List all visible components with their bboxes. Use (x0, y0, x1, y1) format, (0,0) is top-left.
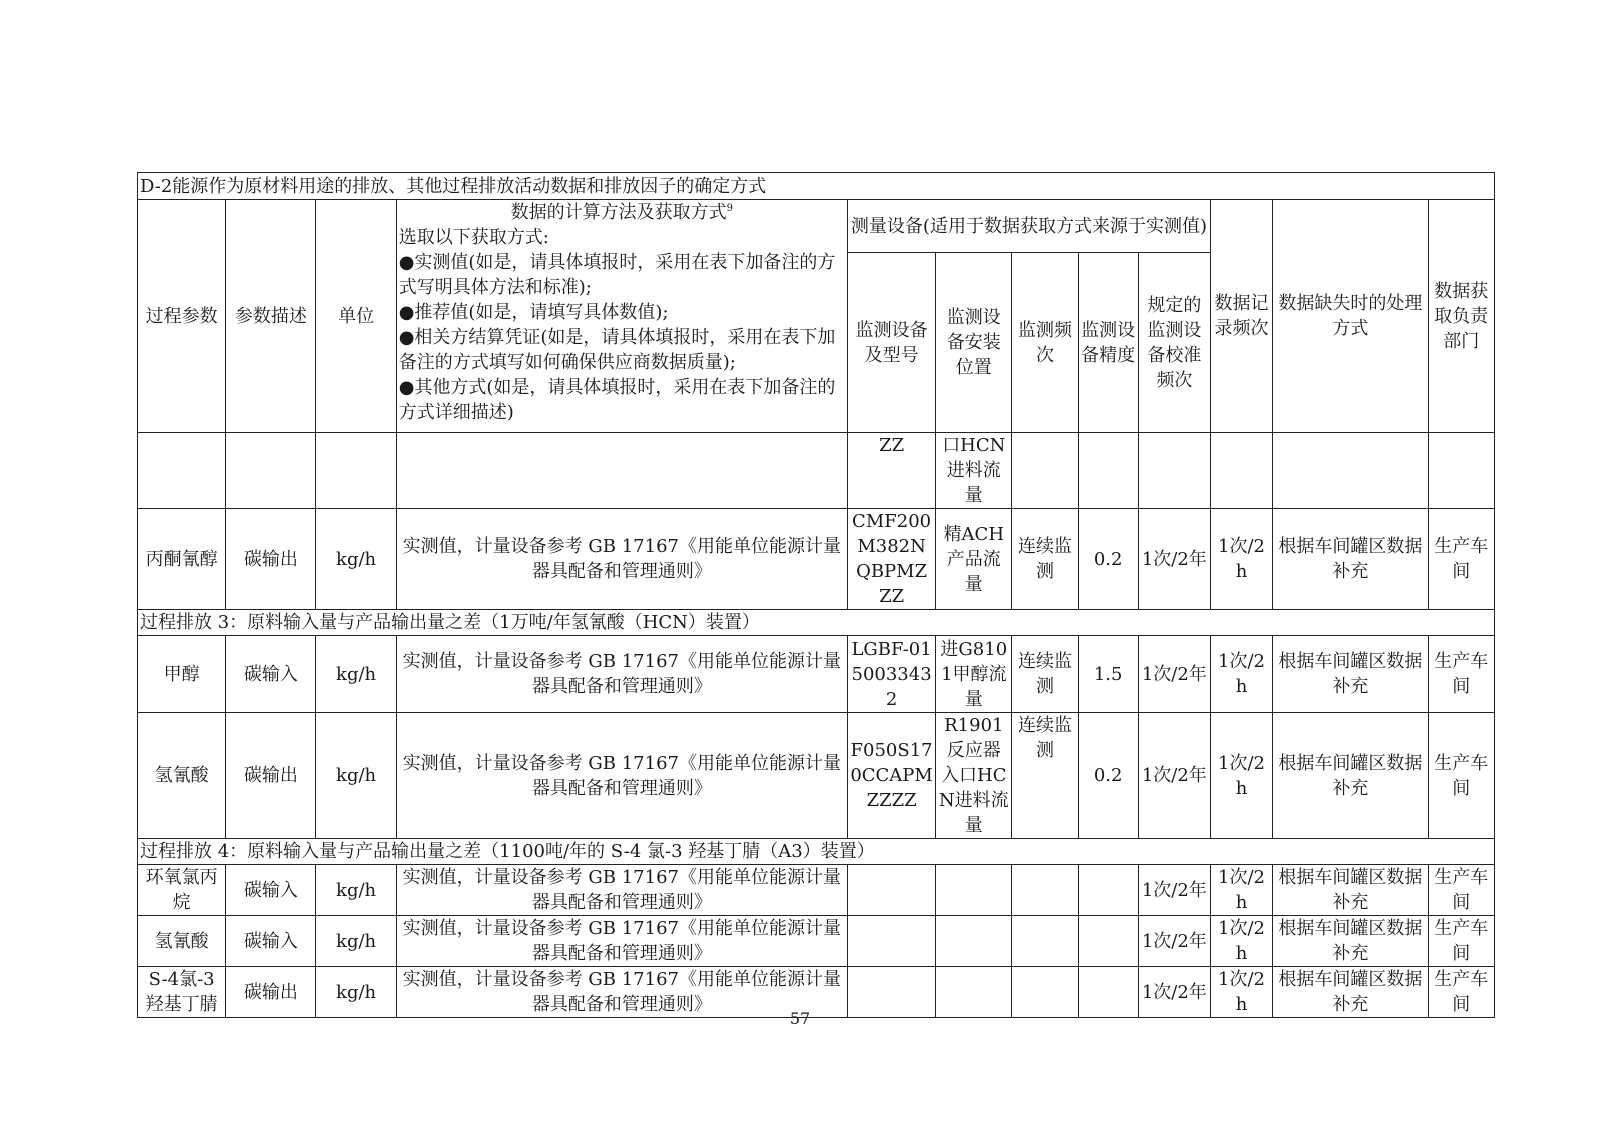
table-title-row (138, 173, 1495, 200)
cell-param: 氢氰酸 (138, 713, 226, 839)
cell-dept: 生产车间 (1428, 713, 1494, 839)
cell-record-freq: 1次/2h (1210, 916, 1272, 967)
table-row (138, 636, 1495, 713)
section-title: 过程排放 4：原料输入量与产品输出量之差（1100吨/年的 S-4 氯-3 羟基丁腈（A3）装置） (138, 839, 1495, 865)
header-precision: 监测设备精度 (1078, 253, 1138, 433)
header-row-1 (138, 200, 1495, 253)
cell-record-freq: 1次/2h (1210, 636, 1272, 713)
cell-calibration: 1次/2年 (1138, 967, 1210, 1018)
table-row (138, 916, 1495, 967)
cell-record-freq: 1次/2h (1210, 509, 1272, 610)
cell-missing: 根据车间罐区数据补充 (1273, 713, 1428, 839)
cell-dept: 生产车间 (1428, 509, 1494, 610)
cell-monitor-freq: 连续监测 (1012, 636, 1078, 713)
cell-method: 实测值，计量设备参考 GB 17167《用能单位能源计量器具配备和管理通则》 (396, 916, 847, 967)
cell-calibration: 1次/2年 (1138, 916, 1210, 967)
header-unit: 单位 (316, 200, 396, 433)
header-equipment-group: 测量设备(适用于数据获取方式来源于实测值) (847, 200, 1210, 253)
cell-desc: 碳输入 (226, 865, 316, 916)
cell-param: S-4氯-3羟基丁腈 (138, 967, 226, 1018)
cell-record-freq: 1次/2h (1210, 967, 1272, 1018)
cell-model: LGBF-0150033432 (847, 636, 935, 713)
cell-unit: kg/h (316, 713, 396, 839)
cell-desc: 碳输入 (226, 636, 316, 713)
section-row (138, 839, 1495, 865)
section-title: 过程排放 3：原料输入量与产品输出量之差（1万吨/年氢氰酸（HCN）装置） (138, 610, 1495, 636)
section-row (138, 610, 1495, 636)
cell-dept: 生产车间 (1428, 916, 1494, 967)
cell-model: ZZ (847, 433, 935, 509)
cell-missing: 根据车间罐区数据补充 (1273, 509, 1428, 610)
cell-monitor-freq: 连续监测 (1012, 509, 1078, 610)
page-number: 57 (789, 1009, 811, 1028)
cell-dept: 生产车间 (1428, 967, 1494, 1018)
header-equip-location: 监测设备安装位置 (936, 253, 1012, 433)
cell-desc: 碳输出 (226, 509, 316, 610)
cell-desc: 碳输出 (226, 967, 316, 1018)
header-calibration: 规定的监测设备校准频次 (1138, 253, 1210, 433)
cell-desc: 碳输出 (226, 713, 316, 839)
cell-precision: 1.5 (1078, 636, 1138, 713)
method-option: ●推荐值(如是，请填写具体数值); (398, 302, 669, 323)
cell-precision: 0.2 (1078, 713, 1138, 839)
cell-missing: 根据车间罐区数据补充 (1273, 967, 1428, 1018)
cell-unit: kg/h (316, 916, 396, 967)
cell-monitor-freq: 连续监测 (1012, 713, 1078, 839)
cell-calibration: 1次/2年 (1138, 713, 1210, 839)
cell-missing: 根据车间罐区数据补充 (1273, 916, 1428, 967)
emission-data-table (137, 172, 1495, 1018)
cell-record-freq: 1次/2h (1210, 865, 1272, 916)
table-row (138, 713, 1495, 839)
cell-method: 实测值，计量设备参考 GB 17167《用能单位能源计量器具配备和管理通则》 (396, 967, 847, 1018)
cell-dept: 生产车间 (1428, 865, 1494, 916)
cell-missing: 根据车间罐区数据补充 (1273, 636, 1428, 713)
cell-param: 氢氰酸 (138, 916, 226, 967)
cell-precision: 0.2 (1078, 509, 1138, 610)
cell-dept: 生产车间 (1428, 636, 1494, 713)
cell-method: 实测值，计量设备参考 GB 17167《用能单位能源计量器具配备和管理通则》 (396, 509, 847, 610)
cell-model: F050S170CCAPMZZZZ (847, 713, 935, 839)
cell-unit: kg/h (316, 509, 396, 610)
header-monitor-freq: 监测频次 (1012, 253, 1078, 433)
cell-param: 丙酮氰醇 (138, 509, 226, 610)
method-option: ●其他方式(如是，请具体填报时，采用在表下加备注的方式详细描述) (398, 377, 836, 423)
method-option: ●相关方结算凭证(如是，请具体填报时，采用在表下加备注的方式填写如何确保供应商数据质量); (398, 327, 836, 373)
cell-model: CMF200M382NQBPMZZZ (847, 509, 935, 610)
cell-param: 甲醇 (138, 636, 226, 713)
method-option: 选取以下获取方式: (398, 227, 549, 248)
cell-param: 环氧氯丙烷 (138, 865, 226, 916)
cell-location: 口HCN进料流量 (936, 433, 1012, 509)
table-row (138, 865, 1495, 916)
cell-location: 精ACH产品流量 (936, 509, 1012, 610)
method-options (399, 225, 845, 425)
header-record-freq: 数据记录频次 (1210, 200, 1272, 433)
cell-desc: 碳输入 (226, 916, 316, 967)
header-dept: 数据获取负责部门 (1428, 200, 1494, 433)
header-method (396, 200, 847, 433)
cell-unit: kg/h (316, 967, 396, 1018)
cell-location: 进G8101甲醇流量 (936, 636, 1012, 713)
table-title: D-2能源作为原材料用途的排放、其他过程排放活动数据和排放因子的确定方式 (138, 173, 1495, 200)
cell-calibration: 1次/2年 (1138, 636, 1210, 713)
cell-record-freq: 1次/2h (1210, 713, 1272, 839)
header-equip-model: 监测设备及型号 (847, 253, 935, 433)
cell-location: R1901反应器入口HCN进料流量 (936, 713, 1012, 839)
cell-method: 实测值，计量设备参考 GB 17167《用能单位能源计量器具配备和管理通则》 (396, 636, 847, 713)
header-desc: 参数描述 (226, 200, 316, 433)
continuation-row (138, 433, 1495, 509)
table-row (138, 509, 1495, 610)
cell-unit: kg/h (316, 865, 396, 916)
cell-calibration: 1次/2年 (1138, 509, 1210, 610)
cell-missing: 根据车间罐区数据补充 (1273, 865, 1428, 916)
footnote-marker: 9 (726, 203, 734, 214)
header-param: 过程参数 (138, 200, 226, 433)
method-title: 数据的计算方法及获取方式$^9$ (510, 202, 734, 223)
cell-calibration: 1次/2年 (1138, 865, 1210, 916)
method-option: ●实测值(如是，请具体填报时，采用在表下加备注的方式写明具体方法和标准); (398, 252, 836, 298)
cell-unit: kg/h (316, 636, 396, 713)
header-missing: 数据缺失时的处理方式 (1273, 200, 1428, 433)
cell-method: 实测值，计量设备参考 GB 17167《用能单位能源计量器具配备和管理通则》 (396, 713, 847, 839)
cell-method: 实测值，计量设备参考 GB 17167《用能单位能源计量器具配备和管理通则》 (396, 865, 847, 916)
